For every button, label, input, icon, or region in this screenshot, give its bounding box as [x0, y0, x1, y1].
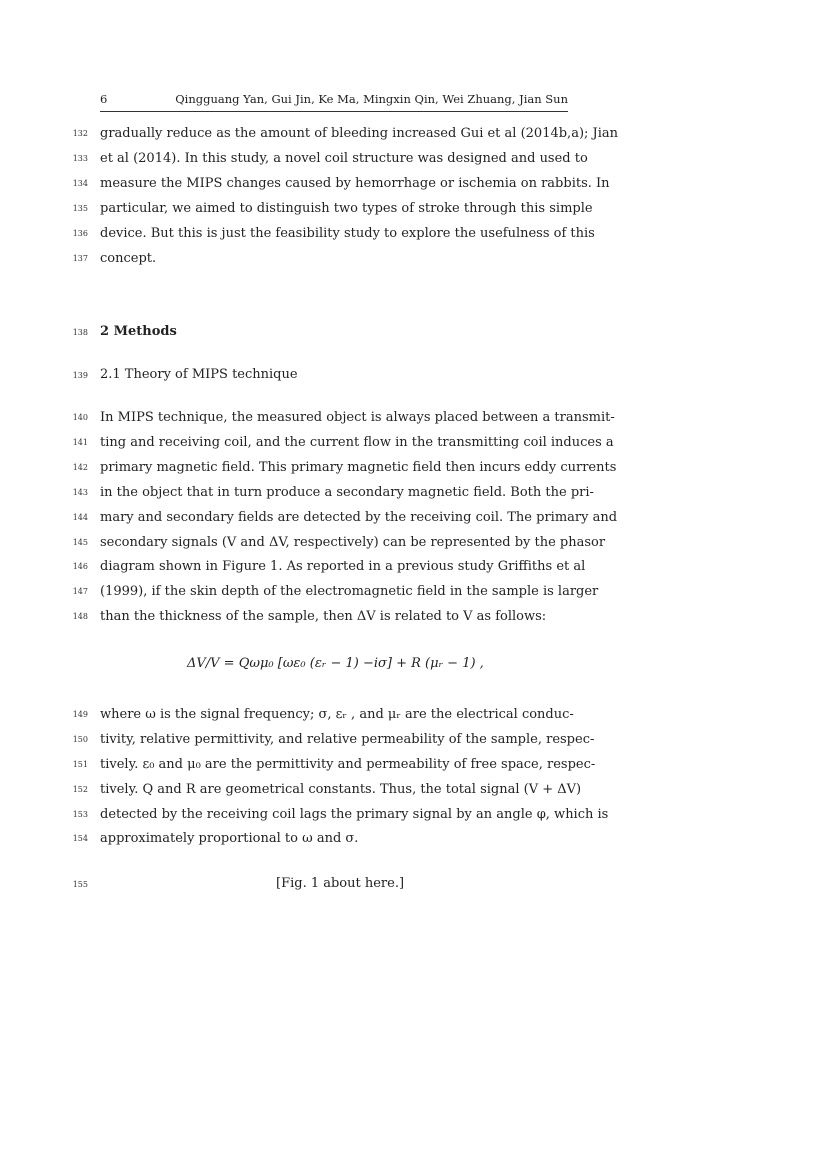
line-number: 150	[72, 735, 88, 744]
text-line: in the object that in turn produce a secondary magnetic field. Both the pri-	[100, 485, 594, 500]
text-line: In MIPS technique, the measured object is always placed between a transmit-	[100, 410, 615, 425]
line-number: 132	[72, 129, 88, 138]
line-number: 135	[72, 204, 88, 213]
line-number: 140	[72, 413, 88, 422]
line-number: 136	[72, 229, 88, 238]
text-line: primary magnetic field. This primary magnetic field then incurs eddy currents	[100, 460, 617, 475]
subsection-heading: 2.1 Theory of MIPS technique	[100, 367, 298, 382]
text-line: diagram shown in Figure 1. As reported in a previous study Griffiths et al	[100, 559, 586, 574]
line-number: 139	[72, 371, 88, 380]
line-number: 149	[72, 710, 88, 719]
text-line: gradually reduce as the amount of bleeding increased Gui et al (2014b,a); Jian	[100, 126, 619, 141]
line-number: 133	[72, 154, 88, 163]
line-number: 148	[72, 612, 88, 621]
text-line: detected by the receiving coil lags the primary signal by an angle φ, which is	[100, 807, 609, 822]
text-line: than the thickness of the sample, then ΔV is related to V as follows:	[100, 609, 547, 624]
equation: ΔV/V = Qωμ₀ [ωε₀ (εᵣ − 1) −iσ] + R (μᵣ − 1) ,	[187, 656, 484, 671]
text-line: tively. Q and R are geometrical constants. Thus, the total signal (V + ΔV)	[100, 782, 582, 797]
line-number: 138	[72, 328, 88, 337]
line-number: 146	[72, 562, 88, 571]
line-number: 134	[72, 179, 88, 188]
author-list: Qingguang Yan, Gui Jin, Ke Ma, Mingxin Qin, Wei Zhuang, Jian Sun	[175, 92, 568, 106]
running-header	[100, 92, 568, 112]
line-number: 147	[72, 587, 88, 596]
text-line: particular, we aimed to distinguish two types of stroke through this simple	[100, 201, 593, 216]
text-line: device. But this is just the feasibility study to explore the usefulness of this	[100, 226, 595, 241]
line-number: 152	[72, 785, 88, 794]
line-number: 143	[72, 488, 88, 497]
text-line: secondary signals (V and ΔV, respectively) can be represented by the phasor	[100, 535, 606, 550]
text-line: approximately proportional to ω and σ.	[100, 831, 359, 846]
text-line: mary and secondary fields are detected by the receiving coil. The primary and	[100, 510, 618, 525]
figure-placeholder: [Fig. 1 about here.]	[276, 876, 405, 891]
text-line: (1999), if the skin depth of the electromagnetic field in the sample is larger	[100, 584, 599, 599]
line-number: 151	[72, 760, 88, 769]
line-number: 141	[72, 438, 88, 447]
text-line: tivity, relative permittivity, and relative permeability of the sample, respec-	[100, 732, 595, 747]
text-line: measure the MIPS changes caused by hemorrhage or ischemia on rabbits. In	[100, 176, 610, 191]
section-heading: 2 Methods	[100, 324, 177, 339]
line-number: 144	[72, 513, 88, 522]
line-number: 154	[72, 834, 88, 843]
text-line: where ω is the signal frequency; σ, εᵣ , and μᵣ are the electrical conduc-	[100, 707, 574, 722]
line-number: 137	[72, 254, 88, 263]
line-number: 145	[72, 538, 88, 547]
line-number: 155	[72, 880, 88, 889]
line-number: 153	[72, 810, 88, 819]
text-line: tively. ε₀ and μ₀ are the permittivity and permeability of free space, respec-	[100, 757, 596, 772]
line-number: 142	[72, 463, 88, 472]
page-number: 6	[100, 92, 108, 106]
text-line: ting and receiving coil, and the current flow in the transmitting coil induces a	[100, 435, 614, 450]
text-line: et al (2014). In this study, a novel coil structure was designed and used to	[100, 151, 588, 166]
text-line: concept.	[100, 251, 157, 266]
